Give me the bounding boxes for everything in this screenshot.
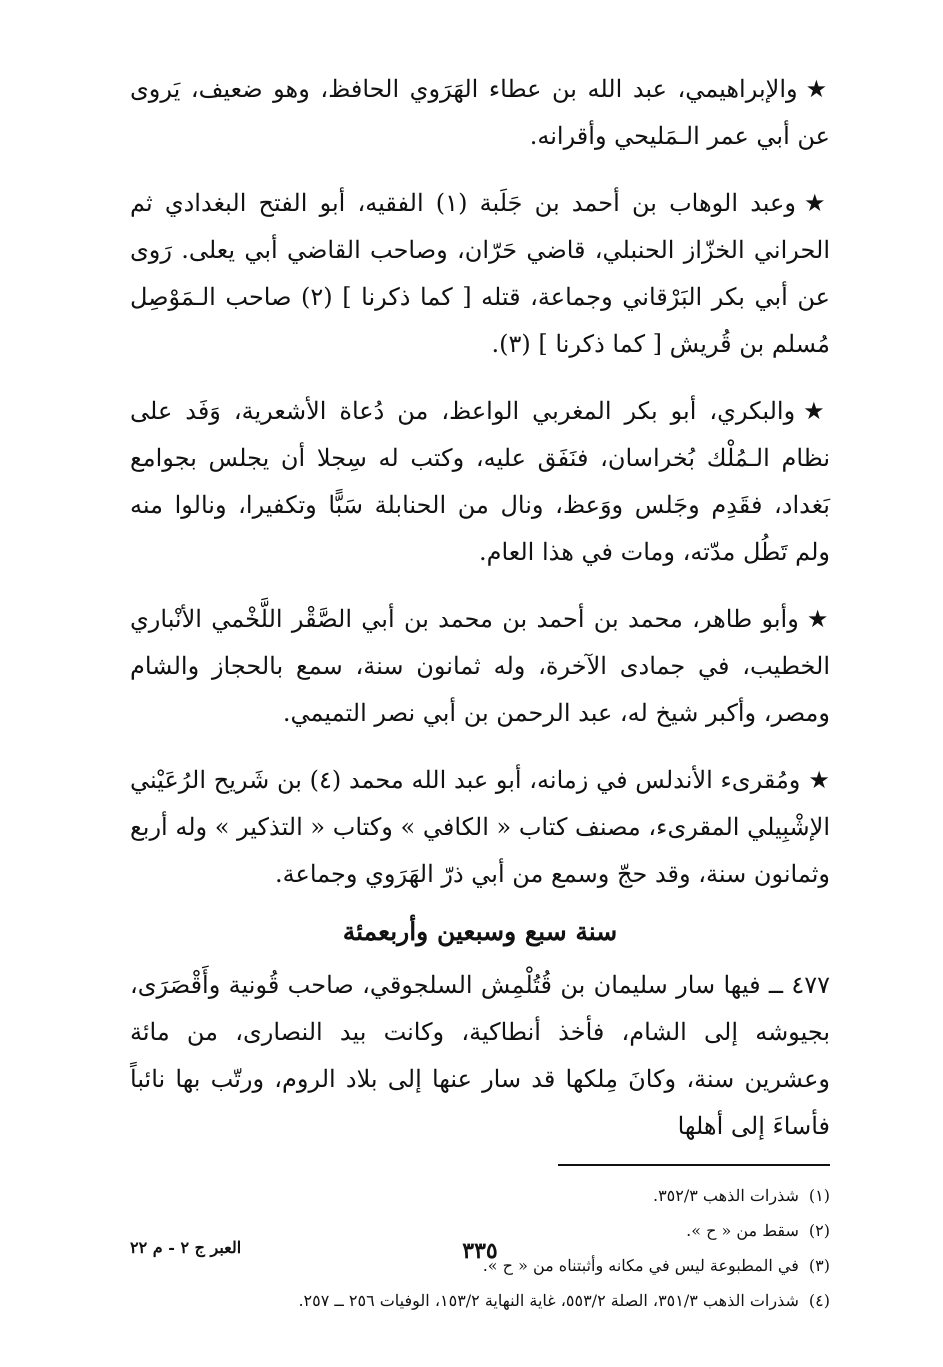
footnote bbox=[130, 1178, 830, 1213]
footnote-text: شذرات الذهب ٣٥٢/٣. bbox=[652, 1186, 799, 1205]
footnote bbox=[130, 1283, 830, 1318]
year-entry-paragraph: ٤٧٧ ــ فيها سار سليمان بن قُتُلْمِش السلجوقي، صاحب قُونية وأَقْصَرَى، بجيوشه إلى الشام، فأخذ أنطاكية، وكانت بيد النصارى، من مائة وعشرين سنة، وكانَ مِلكها قد سار عنها إلى بلاد الروم، ورتّب بها نائباً فأساءَ إلى أهلها bbox=[130, 971, 830, 1140]
biography-paragraph bbox=[130, 180, 830, 368]
paragraph-text: ومُقرىء الأندلس في زمانه، أبو عبد الله محمد (٤) بن شَريح الرُعَيْني الإشْبِيلي المقرىء، مصنف كتاب « الكافي » وكتاب « التذكير » وله أربع وثمانون سنة، وقد حجّ وسمع من أبي ذرّ الهَرَوي وجماعة. bbox=[130, 766, 830, 888]
star-bullet: ★ bbox=[803, 397, 830, 425]
biography-paragraph bbox=[130, 596, 830, 737]
paragraph-text: وأبو طاهر، محمد بن أحمد بن محمد بن أبي الصَّقْر اللَّخْمي الأنْباري الخطيب، في جمادى الآخرة، وله ثمانون سنة، سمع بالحجاز والشام ومصر، وأكبر شيخ له، عبد الرحمن بن أبي نصر التميمي. bbox=[130, 605, 830, 727]
star-bullet: ★ bbox=[808, 766, 830, 794]
footnote-text: سقط من « ح ». bbox=[686, 1221, 799, 1240]
page-body bbox=[130, 66, 830, 1318]
biography-paragraph bbox=[130, 66, 830, 160]
page-footer bbox=[130, 1238, 830, 1268]
paragraph-text: والبكري، أبو بكر المغربي الواعظ، من دُعاة الأشعرية، وَفَد على نظام الـمُلْك بُخراسان، فنَفَق عليه، وكتب له سِجلا أن يجلس بجوامع بَغداد، فقَدِم وجَلس ووَعظ، ونال من الحنابلة سَبًّا وتكفيرا، ونالوا منه ولم تَطُل مدّته، ومات في هذا العام. bbox=[130, 397, 830, 566]
star-bullet: ★ bbox=[806, 605, 831, 633]
star-bullet: ★ bbox=[805, 75, 831, 103]
footnote-number: (١) bbox=[808, 1186, 830, 1205]
book-signature: العبر ج ٢ - م ٢٢ bbox=[130, 1238, 242, 1257]
paragraph-text: وعبد الوهاب بن أحمد بن جَلَبة (١) الفقيه، أبو الفتح البغدادي ثم الحراني الخزّاز الحنبلي، قاضي حَرّان، وصاحب القاضي أبي يعلى. رَوى عن أبي بكر البَرْقاني وجماعة، قتله [ كما ذكرنا ] (٢) صاحب الـمَوْصِل مُسلم بن قُريش [ كما ذكرنا ] (٣). bbox=[130, 189, 830, 358]
footnote-number: (٢) bbox=[808, 1221, 830, 1240]
page-number: ٣٣٥ bbox=[462, 1238, 498, 1264]
section-heading: سنة سبع وسبعين وأربعمئة bbox=[342, 917, 618, 946]
biography-paragraph bbox=[130, 757, 830, 898]
star-bullet: ★ bbox=[803, 189, 831, 217]
footnote-number: (٣) bbox=[808, 1256, 830, 1275]
paragraph-text: والإبراهيمي، عبد الله بن عطاء الهَرَوي الحافظ، وهو ضعيف، يَروى عن أبي عمر الـمَليحي وأقرانه. bbox=[130, 75, 830, 150]
footnote-text: في المطبوعة ليس في مكانه وأثبتناه من « ح ». bbox=[482, 1256, 799, 1275]
footnote-divider bbox=[558, 1164, 830, 1166]
footnote-number: (٤) bbox=[808, 1291, 830, 1310]
biography-paragraph bbox=[130, 388, 830, 576]
footnote-text: شذرات الذهب ٣٥١/٣، الصلة ٥٥٣/٢، غاية النهاية ١٥٣/٢، الوفيات ٢٥٦ ــ ٢٥٧. bbox=[298, 1291, 799, 1310]
